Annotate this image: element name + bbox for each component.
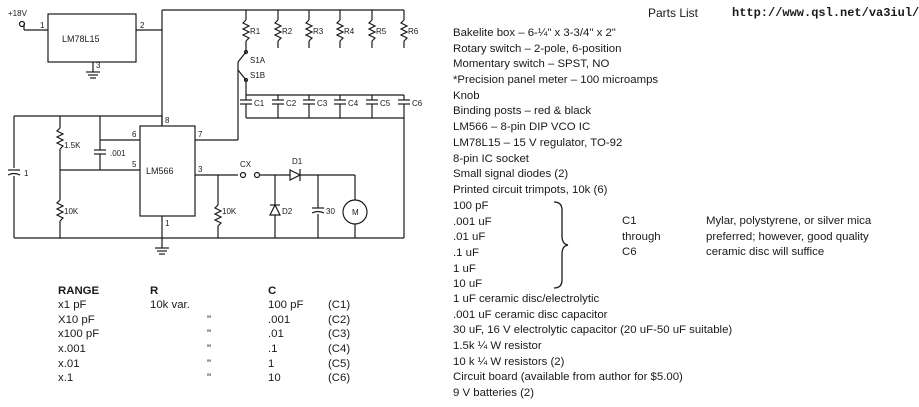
list-item: LM78L15 – 15 V regulator, TO-92 [453, 136, 623, 149]
range-table [58, 283, 368, 386]
diode-d2 [270, 205, 280, 215]
label-r4: R4 [344, 27, 355, 36]
cap-id-cell: (C1) [328, 299, 351, 312]
list-item: Bakelite box – 6-¼" x 3-3/4" x 2" [453, 27, 616, 39]
range-header-row [58, 283, 368, 298]
c-cell: 100 pF [268, 299, 304, 312]
label-c6: C6 [412, 99, 423, 108]
label-s1b: S1B [250, 71, 266, 80]
list-item: 1 uF ceramic disc/electrolytic [453, 293, 600, 305]
label-c1: C1 [254, 99, 265, 108]
label-d2: D2 [282, 207, 293, 216]
ic-pin-1: 1 [165, 219, 170, 228]
resistor-1k5 [57, 128, 63, 149]
capacitor-c3 [303, 100, 315, 104]
label-10k-left: 10K [64, 207, 79, 216]
ic-pin-7: 7 [198, 130, 203, 139]
r-cell: " [206, 313, 212, 326]
label-r2: R2 [282, 27, 293, 36]
resistor-r3 [306, 20, 312, 41]
resistor-r5 [369, 20, 375, 41]
list-item: 30 uF, 16 V electrolytic capacitor (20 uF-50 uF suitable) [453, 324, 733, 337]
list-item: Circuit board (available from author for $5.00) [453, 371, 683, 384]
cap-id-cell: (C4) [328, 343, 351, 356]
list-item: Rotary switch – 2-pole, 6-position [453, 42, 622, 55]
parts-list [453, 26, 658, 199]
resistor-r6 [401, 20, 407, 41]
cap-note: Mylar, polystyrene, or silver mica preferred; however, good quality ceramic disc will suffice [706, 215, 872, 259]
cap-range-label [622, 214, 661, 261]
c-cell: .1 [268, 343, 278, 356]
cap-value: 10 uF [453, 278, 483, 291]
label-c2: C2 [286, 99, 297, 108]
cap-value: .1 uF [453, 247, 479, 260]
list-item: Small signal diodes (2) [453, 168, 569, 181]
parts-list-heading: Parts List [648, 6, 699, 20]
brace-icon [550, 200, 570, 290]
label-cap-1: 1 [24, 169, 29, 178]
c-cell: .01 [268, 328, 284, 341]
diode-d1 [290, 170, 300, 180]
table-row [58, 327, 368, 342]
list-item: 8-pin IC socket [453, 152, 529, 165]
ic-pin-5: 5 [132, 160, 137, 169]
capacitor-c4 [334, 100, 346, 104]
r-cell: " [206, 343, 212, 356]
list-item: *Precision panel meter – 100 microamps [453, 74, 659, 87]
list-item: Binding posts – red & black [453, 105, 592, 118]
cap-id-cell: (C5) [328, 357, 351, 370]
label-cx: CX [240, 160, 252, 169]
resistor-10k-mid [215, 205, 221, 226]
label-meter: M [352, 208, 359, 217]
cap-value: 100 pF [453, 200, 489, 212]
label-10k-mid: 10K [222, 207, 237, 216]
label-cap-30: 30 [326, 207, 335, 216]
cap-range-through: through [622, 230, 661, 243]
header-range: RANGE [58, 284, 100, 297]
list-item: 9 V batteries (2) [453, 387, 535, 400]
table-row [58, 313, 368, 328]
capacitor-c5 [366, 100, 378, 104]
source-url: http://www.qsl.net/va3iul/ [732, 6, 919, 20]
resistor-r2 [275, 20, 281, 41]
ic-pin-6: 6 [132, 130, 137, 139]
cap-id-cell: (C3) [328, 328, 351, 341]
regulator-label: LM78L15 [62, 34, 100, 44]
reg-pin-gnd: 3 [96, 61, 101, 70]
header-r: R [150, 284, 159, 297]
label-d1: D1 [292, 157, 303, 166]
range-cell: X10 pF [58, 313, 95, 326]
label-cap-001: .001 [110, 149, 126, 158]
table-row [58, 298, 368, 313]
list-item: .001 uF ceramic disc capacitor [453, 308, 608, 321]
label-r6: R6 [408, 27, 419, 36]
cx-terminal [241, 173, 246, 178]
r-cell: 10k var. [150, 299, 190, 312]
cap-value: .01 uF [453, 231, 486, 244]
c-cell: .001 [268, 313, 291, 326]
list-item: Printed circuit trimpots, 10k (6) [453, 183, 608, 196]
resistor-r4 [337, 20, 343, 41]
table-row [58, 342, 368, 357]
cap-range-end: C6 [622, 246, 637, 259]
c-cell: 1 [268, 357, 275, 370]
list-item: LM566 – 8-pin DIP VCO IC [453, 121, 591, 134]
table-row [58, 356, 368, 371]
range-cell: x1 pF [58, 299, 87, 312]
parts-list-continued [453, 292, 732, 402]
range-cell: x.01 [58, 357, 80, 370]
cap-value: 1 uF [453, 262, 476, 275]
label-c5: C5 [380, 99, 391, 108]
table-row [58, 371, 368, 386]
resistor-r1 [243, 20, 249, 41]
list-item: Momentary switch – SPST, NO [453, 58, 610, 71]
ic-pin-3: 3 [198, 165, 203, 174]
label-c3: C3 [317, 99, 328, 108]
r-cell: " [206, 357, 212, 370]
cap-range-start: C1 [622, 215, 637, 227]
c-cell: 10 [268, 372, 281, 385]
r-cell: " [206, 328, 212, 341]
label-s1a: S1A [250, 56, 266, 65]
reg-pin-in: 1 [40, 21, 45, 30]
cap-value: .001 uF [453, 215, 492, 228]
schematic [0, 0, 450, 280]
list-item: Knob [453, 89, 480, 102]
capacitor-c6 [398, 100, 410, 104]
reg-pin-out: 2 [140, 21, 145, 30]
label-r5: R5 [376, 27, 387, 36]
header-c: C [268, 284, 277, 297]
range-cell: x.1 [58, 372, 74, 385]
resistor-10k-left [57, 200, 63, 221]
range-cell: x.001 [58, 343, 86, 356]
ic-label: LM566 [146, 166, 174, 176]
list-item: 10 k ¼ W resistors (2) [453, 355, 565, 368]
supply-label: +18V [8, 9, 27, 18]
label-c4: C4 [348, 99, 359, 108]
capacitor-c1 [240, 100, 252, 104]
range-cell: x100 pF [58, 328, 100, 341]
label-1k5: 1.5K [64, 141, 81, 150]
label-r3: R3 [313, 27, 324, 36]
cap-id-cell: (C6) [328, 372, 351, 385]
list-item: 1.5k ¼ W resistor [453, 340, 542, 353]
cap-values [453, 199, 492, 293]
r-cell: " [206, 372, 212, 385]
capacitor-c2 [272, 100, 284, 104]
cap-id-cell: (C2) [328, 313, 351, 326]
label-r1: R1 [250, 27, 261, 36]
ic-pin-8: 8 [165, 116, 170, 125]
